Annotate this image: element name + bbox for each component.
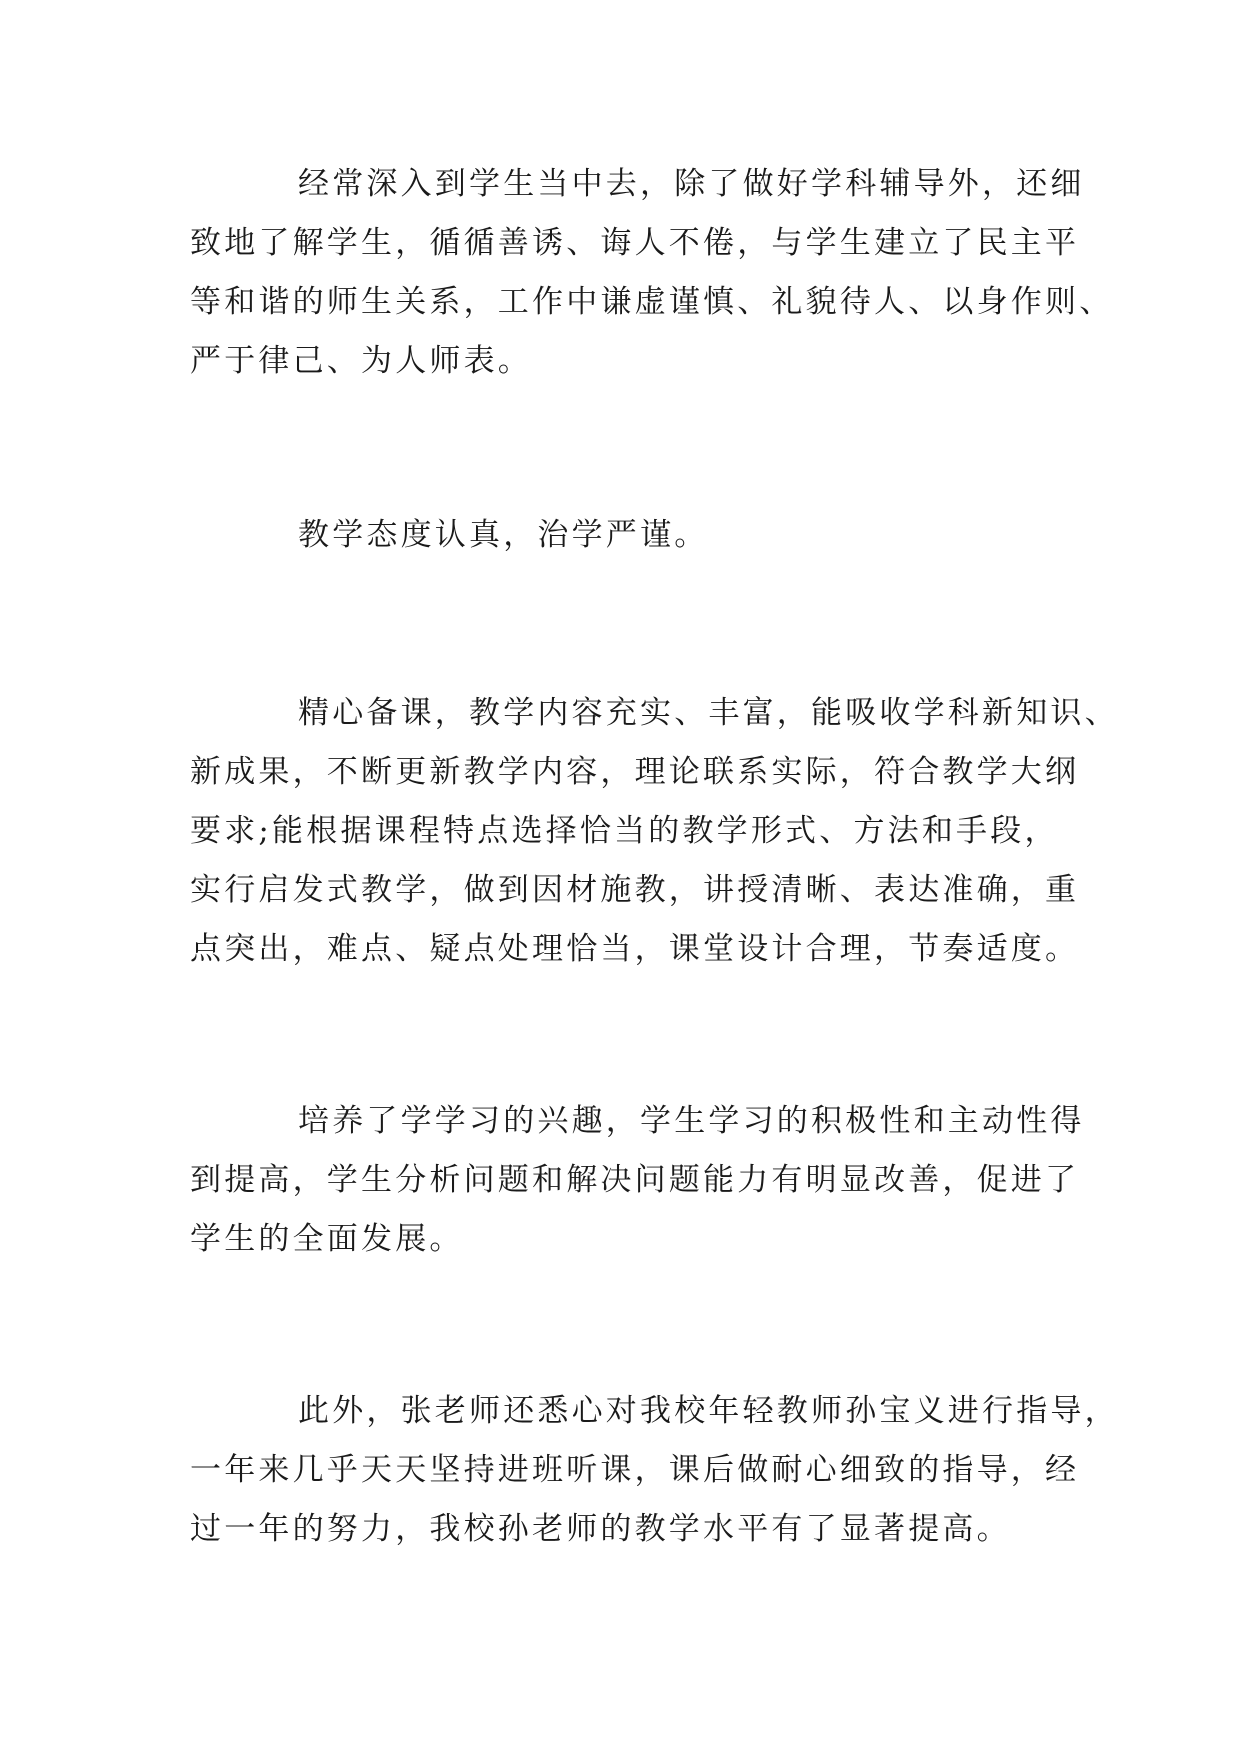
- paragraph-line: 实行启发式教学，做到因材施教，讲授清晰、表达准确，重: [190, 872, 1080, 908]
- paragraph-line: 致地了解学生，循循善诱、诲人不倦，与学生建立了民主平: [190, 225, 1080, 261]
- paragraph-line: 新成果，不断更新教学内容，理论联系实际，符合教学大纲: [190, 754, 1080, 790]
- paragraph-2: [190, 506, 1070, 565]
- paragraph-line: 过一年的努力，我校孙老师的教学水平有了显著提高。: [190, 1511, 1011, 1547]
- paragraph-line: 学生的全面发展。: [190, 1221, 464, 1257]
- paragraph-line: 到提高，学生分析问题和解决问题能力有明显改善，促进了: [190, 1162, 1080, 1198]
- paragraph-4: [190, 1092, 1085, 1269]
- paragraph-line: 要求;能根据课程特点选择恰当的教学形式、方法和手段，: [190, 813, 1059, 849]
- paragraph-line: 此外，张老师还悉心对我校年轻教师孙宝义进行指导，: [298, 1393, 1119, 1429]
- paragraph-line: 经常深入到学生当中去，除了做好学科辅导外，还细: [298, 166, 1085, 202]
- paragraph-line: 严于律己、为人师表。: [190, 343, 532, 379]
- paragraph-line: 等和谐的师生关系，工作中谦虚谨慎、礼貌待人、以身作则、: [190, 284, 1114, 320]
- paragraph-line: 教学态度认真，治学严谨。: [298, 517, 709, 553]
- paragraph-line: 点突出，难点、疑点处理恰当，课堂设计合理，节奏适度。: [190, 931, 1080, 967]
- paragraph-line: 一年来几乎天天坚持进班听课，课后做耐心细致的指导，经: [190, 1452, 1080, 1488]
- paragraph-3: [190, 684, 1119, 979]
- paragraph-5: [190, 1382, 1119, 1559]
- paragraph-line: 精心备课，教学内容充实、丰富，能吸收学科新知识、: [298, 695, 1119, 731]
- paragraph-line: 培养了学学习的兴趣，学生学习的积极性和主动性得: [298, 1103, 1085, 1139]
- paragraph-1: [190, 155, 1114, 391]
